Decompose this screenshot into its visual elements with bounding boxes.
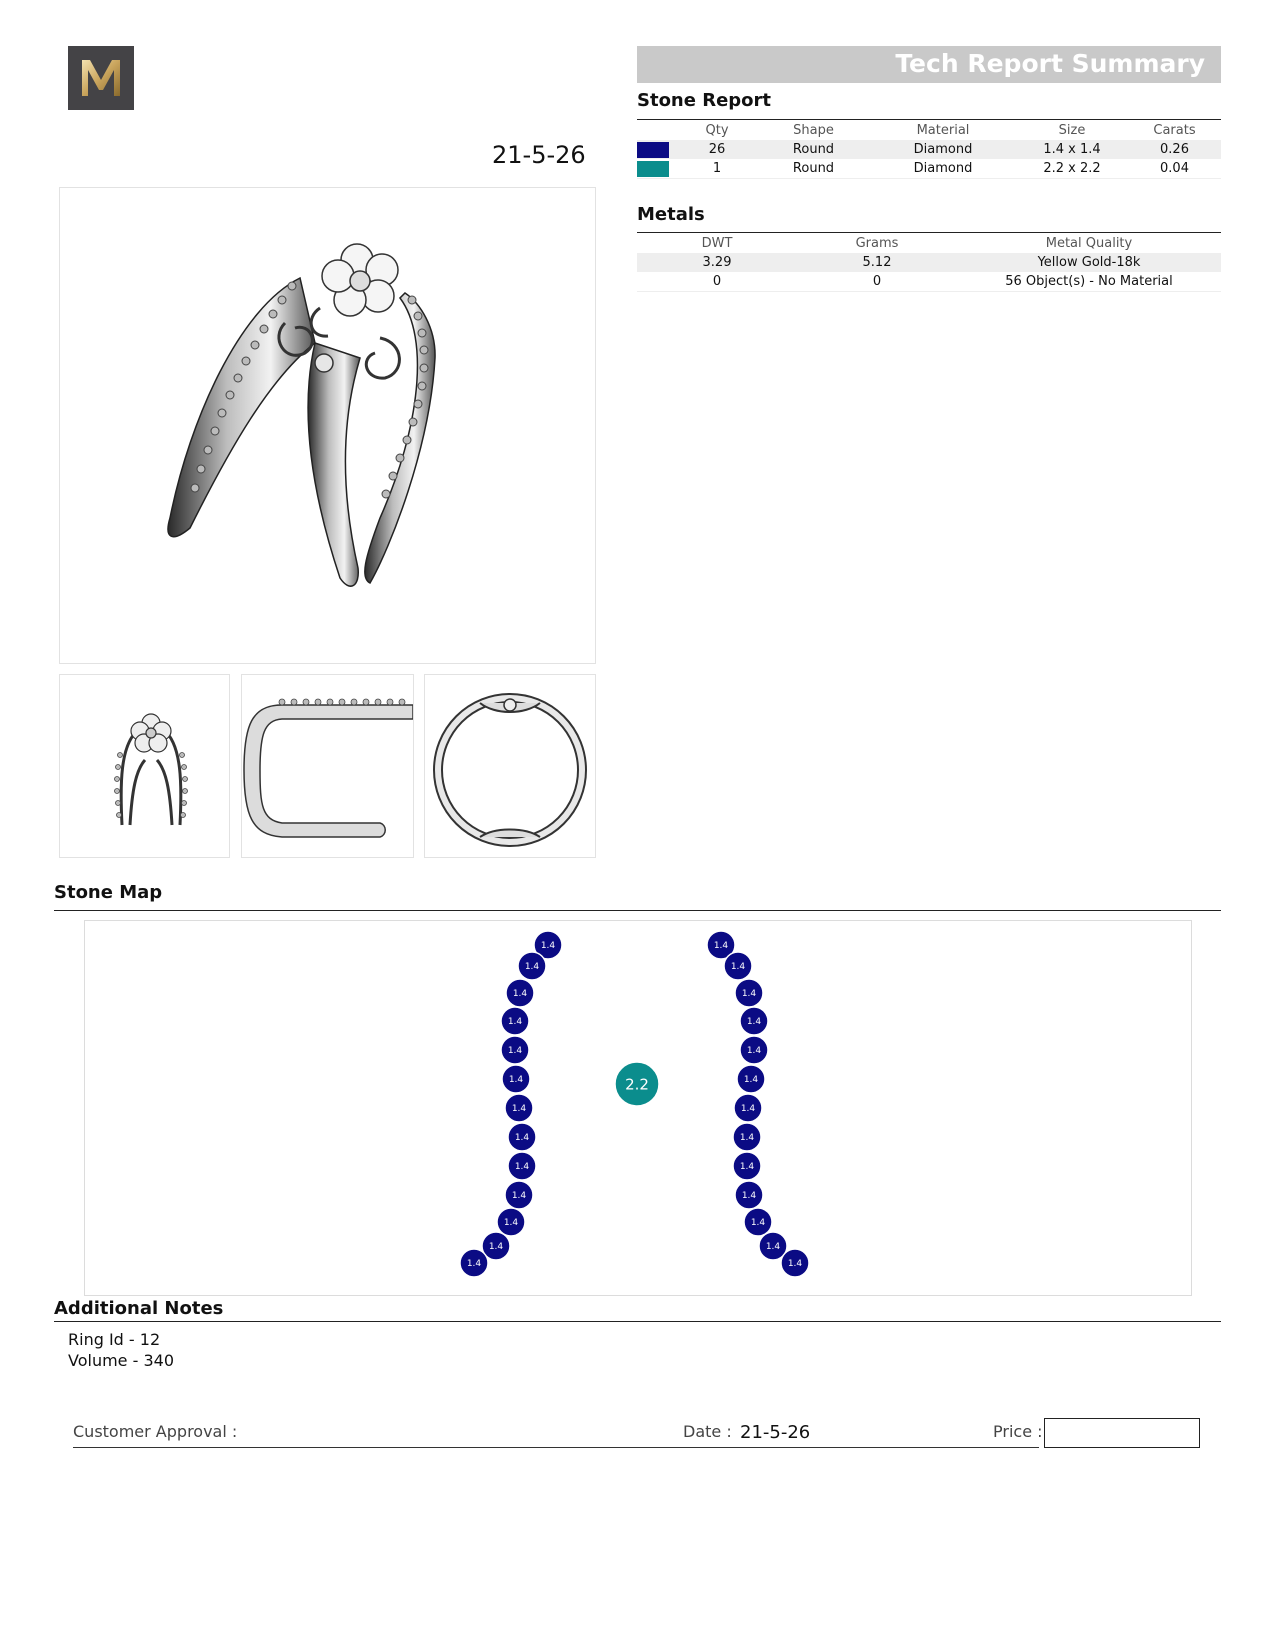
stone-marker bbox=[724, 952, 752, 980]
stone-marker bbox=[615, 1062, 659, 1106]
stone-marker bbox=[508, 1123, 536, 1151]
stone-material: Diamond bbox=[913, 161, 973, 176]
stone-qty: 1 bbox=[712, 161, 722, 176]
stone-size-label: 1.4 bbox=[511, 1104, 527, 1115]
stone-marker bbox=[501, 1036, 529, 1064]
stone-qty: 26 bbox=[677, 140, 757, 159]
stone-marker bbox=[518, 952, 546, 980]
stone-size: 1.4 x 1.4 bbox=[1016, 140, 1128, 159]
stone-marker bbox=[733, 1123, 761, 1151]
stone-size-label: 1.4 bbox=[713, 941, 729, 952]
stone-marker bbox=[735, 1181, 763, 1209]
metal-grams: 5.12 bbox=[797, 253, 957, 272]
table-row bbox=[637, 272, 1221, 292]
col-material: Material bbox=[916, 123, 970, 138]
stone-material: Diamond bbox=[870, 140, 1016, 159]
col-size: Size bbox=[1058, 123, 1086, 138]
stone-marker bbox=[505, 1094, 533, 1122]
stone-marker bbox=[505, 1181, 533, 1209]
table-row bbox=[637, 253, 1221, 272]
metals-divider bbox=[637, 232, 1221, 233]
stone-size-label: 1.4 bbox=[741, 1191, 757, 1202]
metal-grams: 0 bbox=[872, 274, 882, 289]
stone-marker bbox=[735, 979, 763, 1007]
col-shape: Shape bbox=[793, 123, 834, 138]
metal-dwt: 0 bbox=[712, 274, 722, 289]
report-date: 21-5-26 bbox=[492, 141, 586, 169]
stone-marker bbox=[733, 1152, 761, 1180]
metals-table bbox=[637, 234, 1221, 292]
metal-dwt: 3.29 bbox=[637, 253, 797, 272]
stone-marker bbox=[501, 1007, 529, 1035]
stone-size: 2.2 x 2.2 bbox=[1043, 161, 1101, 176]
stone-size-label: 1.4 bbox=[739, 1162, 755, 1173]
ring-side-view bbox=[241, 674, 414, 858]
stone-marker bbox=[508, 1152, 536, 1180]
table-row bbox=[637, 140, 1221, 159]
stone-marker bbox=[497, 1208, 525, 1236]
price-field[interactable] bbox=[1044, 1418, 1200, 1448]
company-logo bbox=[68, 46, 134, 110]
col-metal-quality: Metal Quality bbox=[1045, 236, 1133, 251]
stone-size-label: 2.2 bbox=[625, 1075, 649, 1094]
stone-size-label: 1.4 bbox=[740, 1104, 756, 1115]
note-line: Ring Id - 12 bbox=[68, 1330, 161, 1349]
table-row bbox=[637, 159, 1221, 179]
stone-map-title: Stone Map bbox=[54, 882, 163, 903]
stone-marker bbox=[502, 1065, 530, 1093]
stone-size-label: 1.4 bbox=[743, 1075, 759, 1086]
stone-report-divider bbox=[637, 119, 1221, 120]
stone-size-label: 1.4 bbox=[739, 1133, 755, 1144]
report-title-bar bbox=[637, 46, 1221, 83]
col-dwt: DWT bbox=[701, 236, 733, 251]
stone-report-header-row bbox=[637, 121, 1221, 140]
stone-size-label: 1.4 bbox=[524, 962, 540, 973]
stone-marker bbox=[506, 979, 534, 1007]
customer-approval-signature-line[interactable] bbox=[73, 1447, 1039, 1448]
stone-size-label: 1.4 bbox=[750, 1218, 766, 1229]
stone-carats: 0.26 bbox=[1128, 140, 1221, 159]
stone-size-label: 1.4 bbox=[787, 1259, 803, 1270]
stone-size-label: 1.4 bbox=[466, 1259, 482, 1270]
ring-main-render bbox=[59, 187, 596, 664]
metal-quality: 56 Object(s) - No Material bbox=[1005, 274, 1173, 289]
stone-size-label: 1.4 bbox=[746, 1017, 762, 1028]
metals-title: Metals bbox=[637, 204, 705, 225]
stone-marker bbox=[744, 1208, 772, 1236]
stone-size-label: 1.4 bbox=[514, 1162, 530, 1173]
stone-color-swatch bbox=[637, 161, 669, 177]
stone-marker bbox=[734, 1094, 762, 1122]
approval-date-label: Date : bbox=[683, 1422, 732, 1441]
stone-shape: Round bbox=[792, 161, 835, 176]
col-qty: Qty bbox=[705, 123, 729, 138]
stone-size-label: 1.4 bbox=[741, 989, 757, 1000]
stone-carats: 0.04 bbox=[1160, 161, 1189, 176]
stone-marker bbox=[740, 1007, 768, 1035]
approval-date-value: 21-5-26 bbox=[740, 1422, 811, 1443]
col-carats: Carats bbox=[1153, 123, 1196, 138]
stone-marker bbox=[460, 1249, 488, 1277]
additional-notes-title: Additional Notes bbox=[54, 1298, 224, 1319]
stone-marker bbox=[781, 1249, 809, 1277]
stone-size-label: 1.4 bbox=[514, 1133, 530, 1144]
additional-notes-divider bbox=[54, 1321, 1221, 1322]
note-line: Volume - 340 bbox=[68, 1351, 174, 1370]
report-title: Tech Report Summary bbox=[895, 49, 1205, 78]
stone-report-title: Stone Report bbox=[637, 90, 772, 111]
price-label: Price : bbox=[993, 1422, 1043, 1441]
stone-size-label: 1.4 bbox=[508, 1075, 524, 1086]
stone-marker bbox=[740, 1036, 768, 1064]
stone-size-label: 1.4 bbox=[488, 1242, 504, 1253]
stone-size-label: 1.4 bbox=[507, 1017, 523, 1028]
stone-size-label: 1.4 bbox=[730, 962, 746, 973]
stone-size-label: 1.4 bbox=[746, 1046, 762, 1057]
stone-map-diagram bbox=[84, 920, 1192, 1296]
metal-quality: Yellow Gold-18k bbox=[957, 253, 1221, 272]
ring-front-view bbox=[59, 674, 230, 858]
stone-size-label: 1.4 bbox=[540, 941, 556, 952]
stone-size-label: 1.4 bbox=[512, 989, 528, 1000]
metals-header-row bbox=[637, 234, 1221, 253]
col-grams: Grams bbox=[855, 236, 899, 251]
stone-map-divider bbox=[54, 910, 1221, 911]
stone-shape: Round bbox=[757, 140, 870, 159]
stone-color-swatch bbox=[637, 142, 669, 158]
customer-approval-label: Customer Approval : bbox=[73, 1422, 238, 1441]
stone-size-label: 1.4 bbox=[507, 1046, 523, 1057]
stone-report-table bbox=[637, 121, 1221, 179]
stone-marker bbox=[737, 1065, 765, 1093]
stone-map-svg bbox=[85, 921, 1191, 1295]
ring-top-view bbox=[424, 674, 596, 858]
stone-size-label: 1.4 bbox=[511, 1191, 527, 1202]
stone-size-label: 1.4 bbox=[765, 1242, 781, 1253]
stone-size-label: 1.4 bbox=[503, 1218, 519, 1229]
